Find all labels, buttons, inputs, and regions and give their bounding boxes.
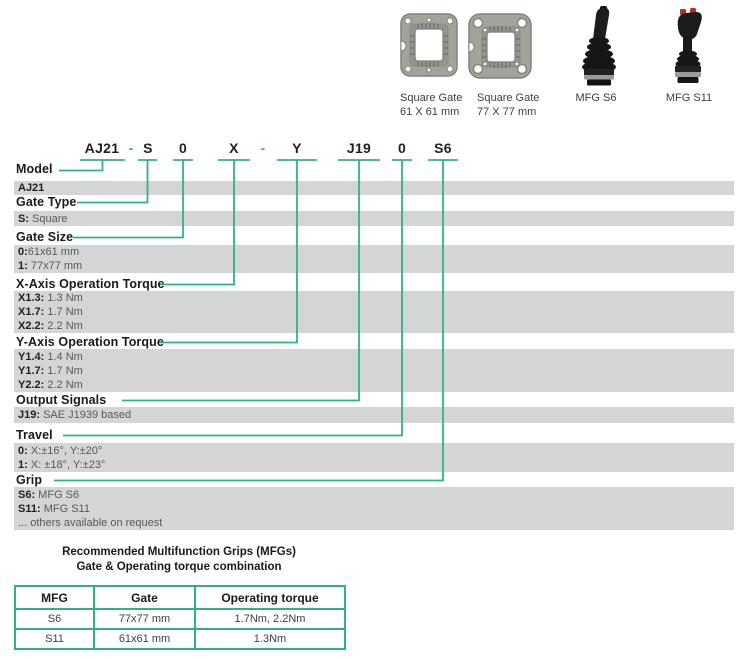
square-gate-61-label: Square Gate 61 X 61 mm [400, 92, 463, 118]
band-gate-type [14, 211, 734, 226]
code-dash: - [260, 140, 266, 156]
option-line: 0: X:±16°, Y:±20° [18, 444, 103, 457]
cell-mfg: S6 [15, 609, 94, 629]
section-title-output: Output Signals [16, 393, 107, 407]
column-header-torque: Operating torque [195, 586, 345, 609]
code-part-grip: S6 [434, 140, 452, 156]
mfg-s6-image [578, 5, 620, 92]
band-x-torque [14, 291, 734, 333]
code-part-model: AJ21 [84, 140, 120, 156]
code-part-gate-type: S [143, 140, 153, 156]
square-gate-77-drawing [468, 12, 532, 80]
section-title-travel: Travel [16, 428, 53, 442]
code-part-gate-size: 0 [178, 140, 188, 156]
option-line: 1: X: ±18°, Y:±23° [18, 458, 106, 471]
square-gate-61-drawing [400, 12, 458, 78]
band-gate-size [14, 245, 734, 273]
option-line: Y2.2: 2.2 Nm [18, 378, 83, 391]
section-title-y-torque: Y-Axis Operation Torque [16, 335, 164, 349]
code-part-output: J19 [346, 140, 372, 156]
option-line: X2.2: 2.2 Nm [18, 320, 83, 332]
mfg-s6-drawing [578, 5, 620, 87]
cell-torque: 1.7Nm, 2.2Nm [195, 609, 345, 629]
band-grip [14, 487, 734, 530]
mfg-s11-label: MFG S11 [665, 92, 713, 104]
mfg-table-title: Recommended Multifunction Grips (MFGs) Gate & Operating torque combination [62, 546, 296, 573]
mfg-s6-label: MFG S6 [575, 92, 617, 104]
square-gate-77-image [468, 12, 532, 85]
square-gate-61-image [400, 12, 458, 83]
option-line: Y1.7: 1.7 Nm [18, 364, 83, 377]
cell-mfg: S11 [15, 629, 94, 649]
band-output [14, 407, 734, 423]
code-part-y-torque: Y [292, 140, 302, 156]
square-gate-77-label: Square Gate 77 X 77 mm [477, 92, 540, 118]
section-title-model: Model [16, 162, 53, 176]
mfg-combination-table [14, 585, 346, 650]
code-part-travel: 0 [397, 140, 407, 156]
option-line: 0:61x61 mm [18, 246, 80, 258]
cell-gate: 61x61 mm [94, 629, 195, 649]
option-line: 1: 77x77 mm [18, 260, 83, 272]
mfg-s11-image [670, 8, 708, 91]
column-header-mfg: MFG [15, 586, 94, 609]
option-line: Y1.4: 1.4 Nm [18, 350, 83, 363]
column-header-gate: Gate [94, 586, 195, 609]
code-dash: - [128, 140, 134, 156]
mfg-s11-drawing [670, 8, 708, 86]
option-line: X1.7: 1.7 Nm [18, 306, 83, 318]
option-line: ... others available on request [18, 516, 163, 529]
option-line: X1.3: 1.3 Nm [18, 292, 83, 304]
cell-gate: 77x77 mm [94, 609, 195, 629]
section-title-x-torque: X-Axis Operation Torque [16, 277, 165, 291]
section-title-grip: Grip [16, 473, 43, 487]
cell-torque: 1.3Nm [195, 629, 345, 649]
section-title-gate-type: Gate Type [16, 195, 77, 209]
option-line: S11: MFG S11 [18, 502, 90, 515]
option-line: J19: SAE J1939 based [18, 409, 132, 421]
table-header-row [15, 586, 345, 609]
option-line: S: Square [18, 212, 68, 225]
table-row [15, 609, 345, 629]
code-part-x-torque: X [229, 140, 239, 156]
table-row [15, 629, 345, 649]
option-line: AJ21 [18, 182, 45, 194]
band-travel [14, 443, 734, 472]
option-line: S6: MFG S6 [18, 488, 80, 501]
band-y-torque [14, 349, 734, 392]
section-title-gate-size: Gate Size [16, 230, 74, 244]
band-model [14, 181, 734, 195]
